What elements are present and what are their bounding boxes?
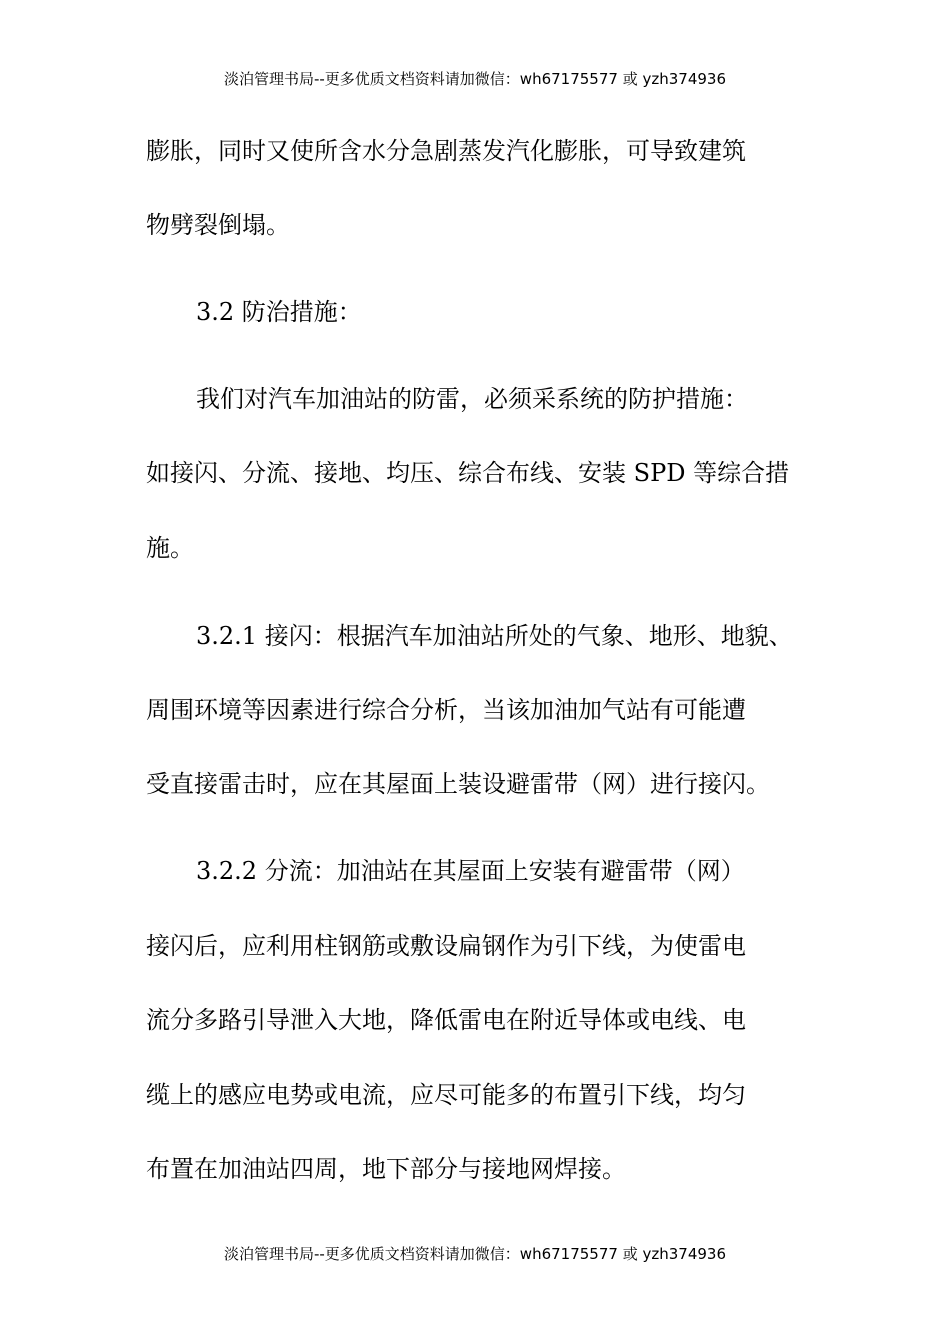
body-line: 膨胀，同时又使所含水分急剧蒸发汽化膨胀，可导致建筑	[146, 137, 746, 165]
page-header: 淡泊管理书局--更多优质文档资料请加微信：wh67175577 或 yzh374936	[223, 70, 726, 88]
body-line: 物劈裂倒塌。	[146, 211, 290, 239]
body-line: 周围环境等因素进行综合分析，当该加油加气站有可能遭	[146, 696, 746, 724]
body-line: 缆上的感应电势或电流，应尽可能多的布置引下线，均匀	[146, 1081, 746, 1109]
subsection-line: 3.2.1 接闪：根据汽车加油站所处的气象、地形、地貌、	[196, 622, 793, 650]
page-footer: 淡泊管理书局--更多优质文档资料请加微信：wh67175577 或 yzh374936	[223, 1245, 726, 1263]
body-line: 流分多路引导泄入大地，降低雷电在附近导体或电线、电	[146, 1006, 746, 1034]
subsection-line: 3.2.2 分流：加油站在其屋面上安装有避雷带（网）	[196, 857, 745, 885]
body-line: 布置在加油站四周，地下部分与接地网焊接。	[146, 1155, 626, 1183]
body-line: 我们对汽车加油站的防雷，必须采系统的防护措施：	[196, 385, 748, 413]
body-line: 如接闪、分流、接地、均压、综合布线、安装 SPD 等综合措	[146, 459, 790, 487]
body-line: 施。	[146, 534, 194, 562]
body-line: 接闪后，应利用柱钢筋或敷设扁钢作为引下线，为使雷电	[146, 932, 746, 960]
body-line: 受直接雷击时，应在其屋面上装设避雷带（网）进行接闪。	[146, 770, 770, 798]
section-heading: 3.2 防治措施：	[196, 298, 362, 326]
